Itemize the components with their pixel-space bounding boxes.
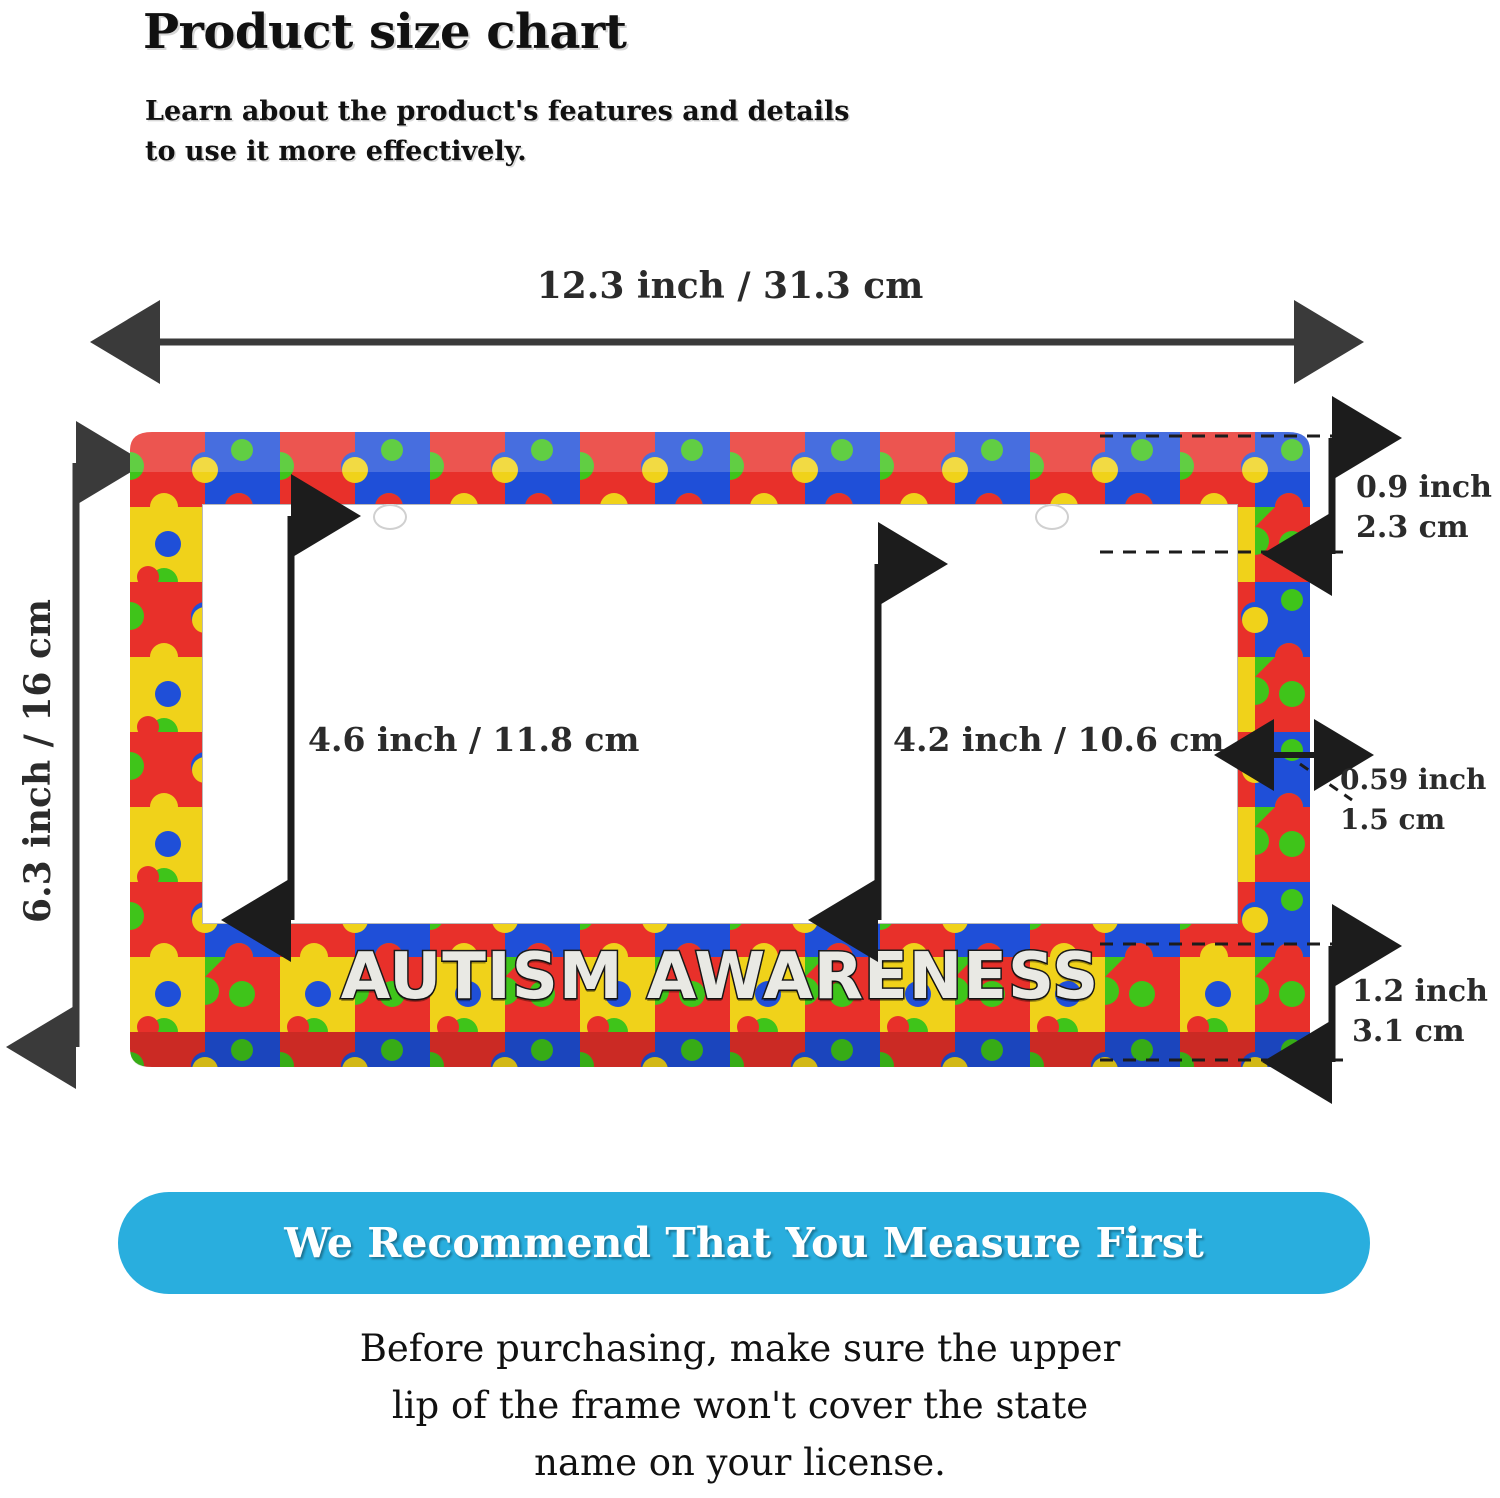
thickness-cm: 1.5 cm — [1340, 803, 1446, 836]
page-subtitle — [145, 92, 849, 172]
purchase-note — [0, 1320, 1480, 1491]
page-title: Product size chart — [143, 4, 627, 60]
purchase-note-line-1: Before purchasing, make sure the upper — [359, 1327, 1121, 1370]
thickness-inch: 0.59 inch — [1340, 763, 1487, 796]
recommendation-banner — [118, 1192, 1370, 1294]
top-lip-arrow-icon — [1316, 430, 1348, 562]
window-height-right-arrow-icon — [862, 556, 894, 928]
top-lip-label — [1356, 468, 1492, 548]
bottom-band-cm: 3.1 cm — [1352, 1014, 1465, 1049]
subtitle-line-2: to use it more effectively. — [145, 136, 527, 167]
plate-window-cutout — [202, 504, 1238, 924]
purchase-note-line-2: lip of the frame won't cover the state — [391, 1384, 1089, 1427]
top-lip-cm: 2.3 cm — [1356, 510, 1469, 545]
subtitle-line-1: Learn about the product's features and details — [145, 96, 850, 127]
bottom-band-label — [1352, 972, 1488, 1052]
bottom-band-inch: 1.2 inch — [1352, 974, 1488, 1009]
window-height-right-label: 4.2 inch / 10.6 cm — [893, 720, 1225, 759]
overall-height-arrow-icon — [60, 455, 92, 1055]
top-lip-inch: 0.9 inch — [1356, 470, 1492, 505]
bottom-band-arrow-icon — [1316, 938, 1348, 1070]
window-height-left-arrow-icon — [275, 508, 307, 928]
overall-width-label: 12.3 inch / 31.3 cm — [536, 265, 924, 307]
window-height-left-label: 4.6 inch / 11.8 cm — [308, 720, 640, 759]
overall-width-arrow-icon — [152, 325, 1302, 359]
frame-banner-text: AUTISM AWARENESS — [340, 940, 1100, 1014]
purchase-note-line-3: name on your license. — [534, 1441, 946, 1484]
mounting-hole-left-icon — [373, 504, 407, 530]
overall-height-label: 6.3 inch / 16 cm — [17, 599, 59, 923]
thickness-label — [1340, 760, 1486, 840]
recommendation-text: We Recommend That You Measure First — [284, 1219, 1204, 1267]
mounting-hole-right-icon — [1035, 504, 1069, 530]
